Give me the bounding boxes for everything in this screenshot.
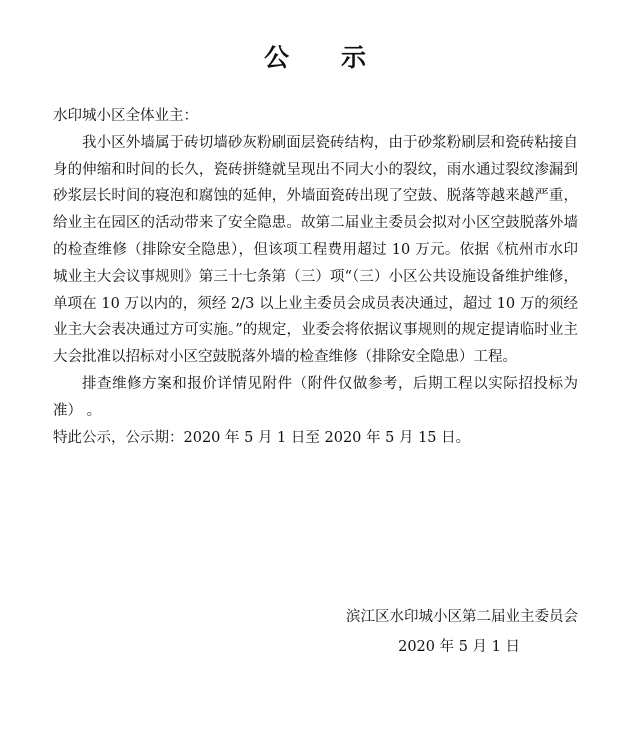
notice-title: 公示: [263, 43, 418, 72]
signature-date: 2020 年 5 月 1 日: [398, 639, 520, 655]
signer-name: 滨江区水印城小区第二届业主委员会: [346, 609, 578, 625]
closing-line: 特此公示，公示期：2020 年 5 月 1 日至 2020 年 5 月 15 日。: [53, 429, 471, 446]
notice-body: [53, 103, 578, 451]
salutation: 水印城小区全体业主：: [53, 108, 198, 124]
paragraph-main: 我小区外墙属于砖切墙砂灰粉刷面层瓷砖结构，由于砂浆粉刷层和瓷砖粘接自身的伸缩和时间的长久，瓷砖拼缝就呈现出不同大小的裂纹，雨水通过裂纹渗漏到砂浆层长时间的寝泡和腐蚀的延伸，外墙面瓷砖出现了空鼓、脱落等越来越严重，给业主在园区的活动带来了安全隐患。故第二届业主委员会拟对小区空鼓脱落外墙的检查维修（排除安全隐患），但该项工程费用超过 10 万元。依据《杭州市水印城业主大会议事规则》第三十七条第（三）项“（三）小区公共设施设备维护维修，单项在 10 万以内的，须经 2/3 以上业主委员会成员表决通过，超过 10 万的须经业主大会表决通过方可实施。”的规定，业委会将依据议事规则的规定提请临时业主大会批准以招标对小区空鼓脱落外墙的检查维修（排除安全隐患）工程。: [53, 134, 578, 366]
signature-block: [346, 602, 578, 662]
paragraph-attachment: 排查维修方案和报价详情见附件（附件仅做参考，后期工程以实际招投标为准） 。: [53, 375, 578, 419]
